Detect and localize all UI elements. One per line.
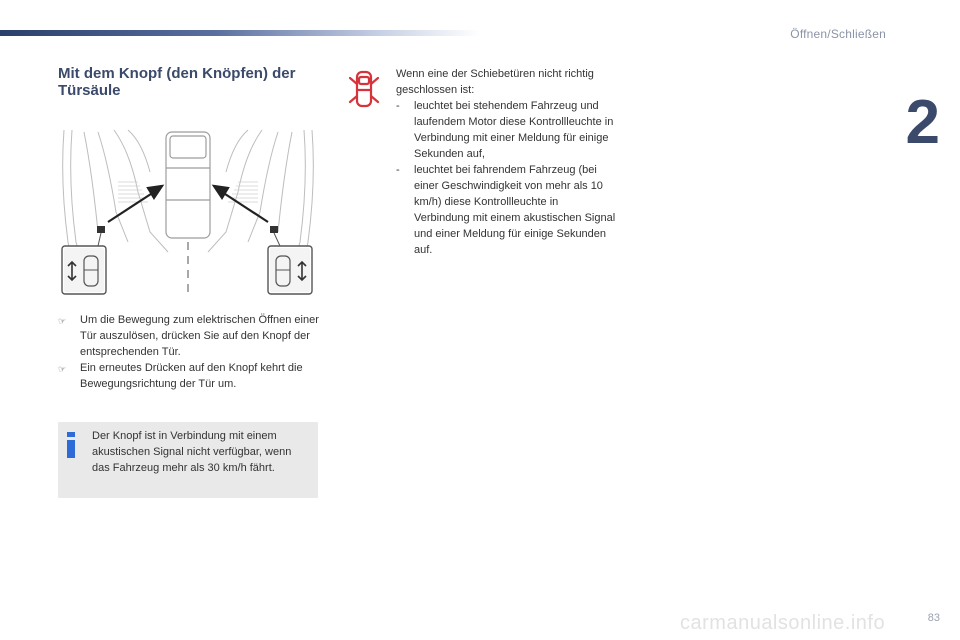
warning-description <box>396 66 616 258</box>
header-bar <box>0 30 480 36</box>
info-icon <box>66 432 76 458</box>
instruction-list <box>58 312 320 392</box>
door-open-warning-icon <box>346 68 382 112</box>
hand-pointer-icon: ☞ <box>58 364 67 374</box>
list-item: - leuchtet bei stehendem Fahrzeug und laufendem Motor diese Kontrollleuchte in Verbindung mit einer Meldung für einige Sekunden auf, <box>396 100 614 160</box>
page-number: 83 <box>927 612 940 624</box>
info-text: Der Knopf ist in Verbindung mit einem akustischen Signal nicht verfügbar, wenn das Fahrzeug mehr als 30 km/h fährt. <box>92 430 292 474</box>
section-title: Mit dem Knopf (den Knöpfen) der Türsäule <box>58 65 296 99</box>
list-item: ☞ Um die Bewegung zum elektrischen Öffnen einer Tür auszulösen, drücken Sie auf den Knopf der entsprechenden Tür. <box>58 314 319 358</box>
list-item: ☞ Ein erneutes Drücken auf den Knopf kehrt die Bewegungsrichtung der Tür um. <box>58 362 303 390</box>
watermark-logo: carmanualsonline.info <box>680 612 886 634</box>
list-item: - leuchtet bei fahrendem Fahrzeug (bei einer Geschwindigkeit von mehr als 10 km/h) diese Kontrollleuchte in Verbindung mit einem akustischen Signal und einer Meldung für einige Sekunden auf. <box>396 164 616 256</box>
door-button-illustration <box>58 122 318 300</box>
chapter-number: 2 <box>905 88 940 157</box>
section-header: Öffnen/Schließen <box>790 27 886 41</box>
info-box <box>58 422 318 498</box>
hand-pointer-icon: ☞ <box>58 316 67 326</box>
warning-intro: Wenn eine der Schiebetüren nicht richtig geschlossen ist: <box>396 68 594 96</box>
